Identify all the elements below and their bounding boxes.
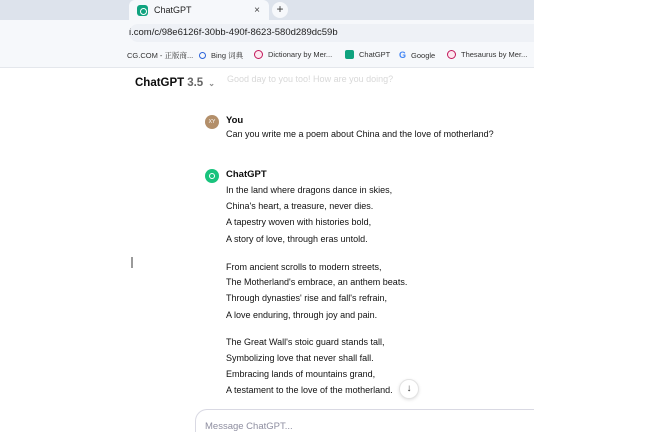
bookmark-label: Bing 词典 <box>211 51 244 60</box>
bookmark-label: Google <box>411 50 436 60</box>
poem-line: A love enduring, through joy and pain. <box>226 310 378 320</box>
bookmark-google[interactable] <box>399 50 435 60</box>
previous-message-faded: Good day to you too! How are you doing? <box>227 74 394 84</box>
poem-line: In the land where dragons dance in skies, <box>226 185 393 195</box>
poem-line: A testament to the love of the motherland. <box>226 385 393 395</box>
poem-line: The Motherland's embrace, an anthem beats. <box>226 277 408 287</box>
chevron-down-icon: ⌄ <box>208 78 215 88</box>
chatgpt-favicon-icon <box>137 5 148 16</box>
bookmark-bing[interactable] <box>199 50 243 61</box>
poem-line: From ancient scrolls to modern streets, <box>226 262 382 272</box>
bookmark-dictionary[interactable] <box>254 50 332 59</box>
poem-line: A story of love, through eras untold. <box>226 234 368 244</box>
tab-title: ChatGPT <box>154 5 192 15</box>
poem-line: The Great Wall's stoic guard stands tall, <box>226 337 385 347</box>
poem-line: China's heart, a treasure, never dies. <box>226 201 374 211</box>
bookmark-label: Thesaurus by Mer... <box>461 50 528 59</box>
poem-line: Symbolizing love that never shall fall. <box>226 353 374 363</box>
bookmark-label: CG.COM - 正版商... <box>127 51 194 60</box>
model-name: ChatGPT <box>135 77 185 89</box>
tab-strip <box>0 0 534 20</box>
chatgpt-icon <box>345 50 354 59</box>
bookmark-cg[interactable] <box>127 50 193 61</box>
url-input[interactable]: i.com/c/98e6126f-30bb-490f-8623-580d289dc59b <box>129 24 534 42</box>
tab-close-icon[interactable]: × <box>254 4 260 16</box>
scroll-down-button[interactable]: ↓ <box>399 379 419 399</box>
browser-tab-chatgpt[interactable] <box>129 0 269 20</box>
user-message-text: Can you write me a poem about China and the love of motherland? <box>226 129 494 139</box>
model-version: 3.5 <box>187 77 204 89</box>
new-tab-button[interactable]: + <box>272 2 288 18</box>
google-icon: G <box>399 50 407 60</box>
user-author-label: You <box>226 115 244 126</box>
user-avatar: XY <box>205 115 219 129</box>
poem-line: A tapestry woven with histories bold, <box>226 217 372 227</box>
merriam-webster-icon <box>447 50 456 59</box>
bookmark-chatgpt[interactable] <box>345 50 390 59</box>
search-icon <box>199 52 206 59</box>
bookmark-thesaurus[interactable] <box>447 50 527 59</box>
text-cursor-marker <box>131 257 133 268</box>
message-input[interactable]: Message ChatGPT... <box>195 409 534 432</box>
browser-chrome <box>0 0 534 68</box>
bookmark-label: Dictionary by Mer... <box>268 50 333 59</box>
bookmark-label: ChatGPT <box>359 50 391 59</box>
chatgpt-avatar-icon <box>205 169 219 183</box>
assistant-author-label: ChatGPT <box>226 169 267 180</box>
bookmarks-bar <box>0 45 534 68</box>
model-selector[interactable] <box>135 77 215 89</box>
poem-line: Through dynasties' rise and fall's refrain, <box>226 293 388 303</box>
poem-line: Embracing lands of mountains grand, <box>226 369 376 379</box>
address-bar <box>0 20 534 45</box>
merriam-webster-icon <box>254 50 263 59</box>
